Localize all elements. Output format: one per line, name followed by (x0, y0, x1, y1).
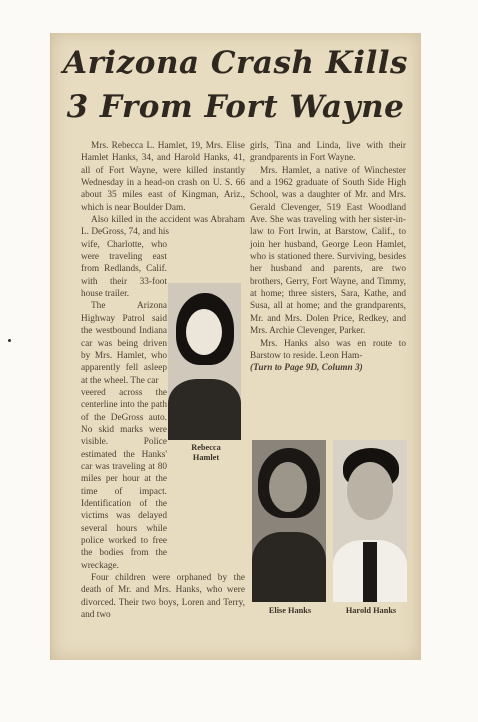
tie (363, 542, 377, 602)
photo-elise-hanks (252, 440, 326, 602)
article-column-right (250, 140, 406, 375)
paragraph: The Arizona Highway Patrol said the westbound Indiana car was being driven by Mrs. Hamlet, who apparently fell asleep at the wheel. The car (81, 301, 167, 386)
paragraph: Mrs. Hamlet, a native of Winchester and a 1962 graduate of South Side High School, was a daughter of Mr. and Mrs. Gerald Clevenger, 519 East Woodland Ave. She was traveling with her sister-in-law to Fort Irwin, at Barstow, Calif., to join her husband, George Leon Hamlet, who is stationed there. Surviving, besides her husband and parents, are two brothers, Gerry, Fort Wayne, and Timmy, at home; three sisters, Sara, Kathe, and Susa, all at home; and the grandparents, Mr. and Mrs. Dolen Price, Redkey, and Mrs. Archie Clevenger, Parker. (250, 165, 406, 337)
paragraph: Also killed in the accident was Abraham L. DeGross, 74, and his (81, 215, 245, 238)
paragraph: Four children were orphaned by the death of Mr. and Mrs. Hanks, who were divorced. Their two boys, Loren and Terry, and two (81, 573, 245, 621)
photo-rebecca-hamlet (168, 283, 241, 440)
caption-rebecca (171, 443, 241, 463)
continued-note: (Turn to Page 9D, Column 3) (250, 363, 363, 374)
narrow-column-text (81, 239, 167, 387)
headline-line-1: Arizona Crash Kills (63, 45, 408, 81)
caption-harold: Harold Hanks (345, 606, 397, 615)
paragraph: veered across the centerline into the path of the DeGross auto. No skid marks were visible. Police estimated the Hanks' car was traveling at 80 miles per hour at the time of impact. Identification of the victims was delayed several hours while police worked to free the bodies from the wreckage. (81, 387, 167, 571)
face (269, 462, 307, 512)
caption-first-name: Rebecca (191, 443, 221, 452)
headline-line-2: 3 From Fort Wayne (66, 89, 405, 125)
coat (168, 379, 241, 440)
coat (252, 532, 326, 602)
newspaper-clipping (50, 33, 421, 660)
caption-last-name: Hamlet (192, 453, 220, 462)
caption-elise: Elise Hanks (268, 606, 312, 615)
face (347, 462, 393, 520)
headline (51, 41, 420, 129)
paragraph: girls, Tina and Linda, live with their grandparents in Fort Wayne. (250, 141, 406, 164)
pen-mark (8, 339, 11, 342)
paragraph: Mrs. Rebecca L. Hamlet, 19, Mrs. Elise Hamlet Hanks, 34, and Harold Hanks, 41, all of Fort Wayne, were killed instantly Wednesday in a head-on crash on U. S. 66 about 35 miles east of Kingman, Ariz., which is near Boulder Dam. (81, 141, 245, 213)
photo-harold-hanks (333, 440, 407, 602)
face (186, 309, 222, 355)
paragraph: Mrs. Hanks also was en route to Barstow to reside. Leon Ham- (250, 338, 406, 361)
paragraph: wife, Charlotte, who were traveling east from Redlands, Calif. with their 33-foot house trailer. (81, 239, 167, 300)
